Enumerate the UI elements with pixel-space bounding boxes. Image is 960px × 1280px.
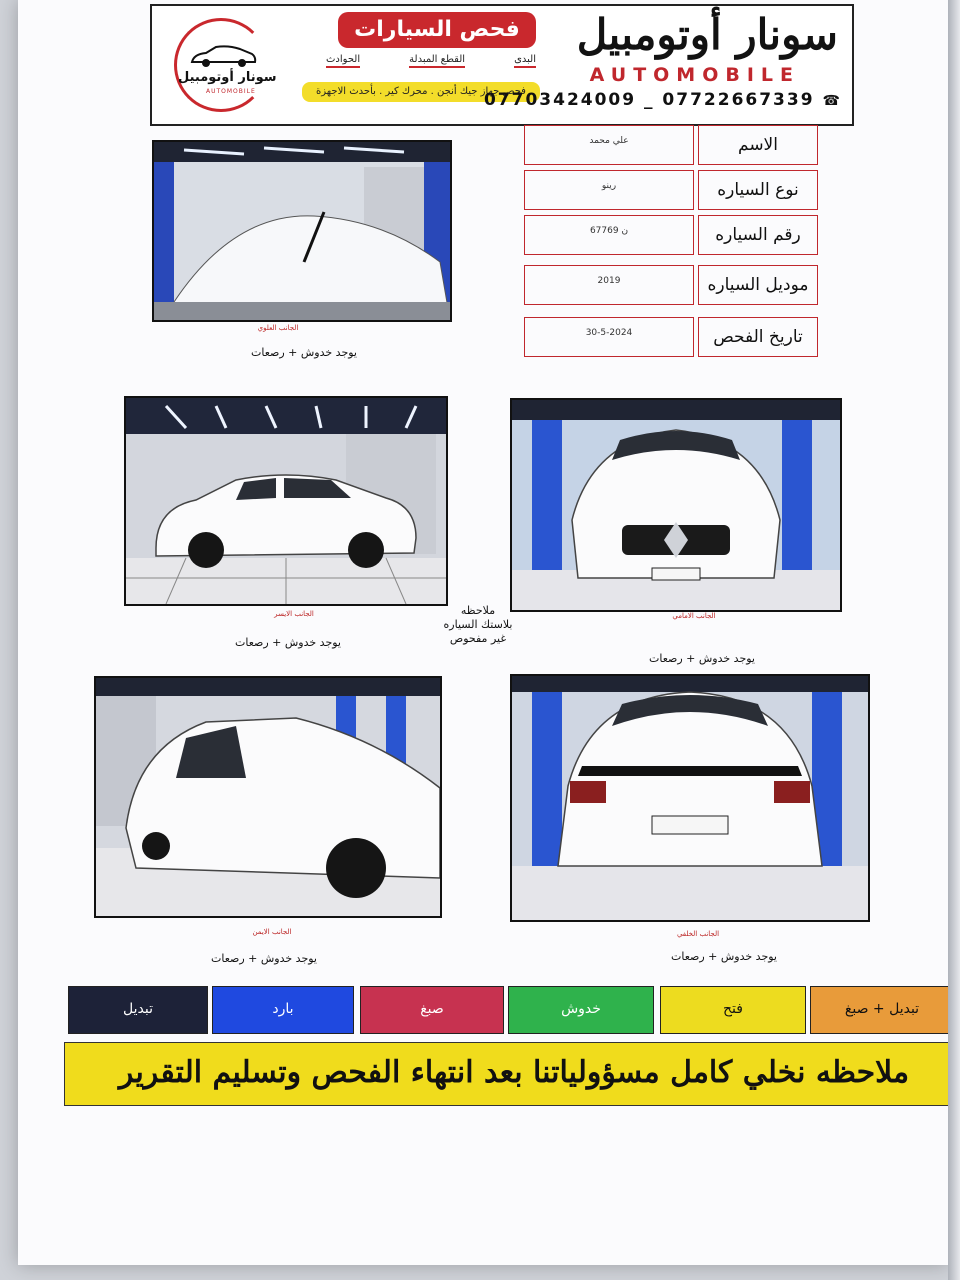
legend-swatch-cold: بارد — [212, 986, 354, 1034]
paper-edge — [948, 0, 960, 1280]
logo-text: سونار أوتومبيل — [178, 70, 277, 85]
car-logo-icon — [188, 44, 258, 68]
note-rear: يوجد خدوش + رصعات — [670, 950, 777, 963]
note-roof: يوجد خدوش + رصعات — [250, 346, 357, 359]
legend-swatch-opened: فتح — [660, 986, 806, 1034]
logo-subtext: AUTOMOBILE — [206, 88, 256, 95]
service-title: فحص السيارات — [338, 12, 536, 48]
photo-left-side — [124, 396, 448, 606]
phone-text: 07703424009 _ 07722667339 — [483, 90, 815, 110]
info-row-date — [524, 317, 818, 357]
service-item: الحوادث — [326, 54, 360, 68]
report-header — [150, 4, 854, 126]
info-value: 2019 — [524, 265, 694, 305]
caption-front: الجانب الامامي — [672, 612, 716, 620]
info-value: رينو — [524, 170, 694, 210]
caption-right-side: الجانب الايمن — [252, 928, 292, 936]
legend-swatch-scratches: خدوش — [508, 986, 654, 1034]
info-label: موديل السياره — [698, 265, 818, 305]
note-front: يوجد خدوش + رصعات — [648, 652, 755, 665]
brand-name-arabic: سونار أوتومبيل — [576, 10, 838, 59]
note-line: غير مفحوص — [449, 632, 507, 645]
info-value: علي محمد — [524, 125, 694, 165]
legend-swatch-paint: صبغ — [360, 986, 504, 1034]
company-logo — [168, 16, 278, 112]
info-label: رقم السياره — [698, 215, 818, 255]
caption-left-side: الجانب الايسر — [274, 610, 314, 618]
service-strip: فحص جهاز جيك أنجن . محرك كير . بأحدث الاجهزة — [302, 82, 540, 102]
info-value: 67769 ن — [524, 215, 694, 255]
phone-numbers — [484, 90, 842, 110]
caption-rear: الجانب الخلفي — [676, 930, 720, 938]
service-items — [326, 54, 536, 68]
phone-icon: ☎ — [822, 93, 842, 109]
legend-swatch-replace-paint: تبديل + صبغ — [810, 986, 954, 1034]
info-label: نوع السياره — [698, 170, 818, 210]
info-value: 30-5-2024 — [524, 317, 694, 357]
info-label: تاريخ الفحص — [698, 317, 818, 357]
disclaimer-banner: ملاحظه نخلي كامل مسؤولياتنا بعد انتهاء الفحص وتسليم التقرير — [64, 1042, 960, 1106]
caption-roof: الجانب العلوي — [257, 324, 299, 332]
brand-name-english: AUTOMOBILE — [589, 64, 800, 86]
report-sheet — [18, 0, 948, 1265]
photo-rear — [510, 674, 870, 922]
note-right-side: يوجد خدوش + رصعات — [210, 952, 317, 965]
legend-swatch-replace: تبديل — [68, 986, 208, 1034]
info-row-model — [524, 265, 818, 305]
info-row-car-type — [524, 170, 818, 210]
note-line: بلاستك السياره — [443, 618, 513, 631]
photo-front — [510, 398, 842, 612]
service-item: القطع المبدلة — [409, 54, 465, 68]
photo-right-side — [94, 676, 442, 918]
note-line: ملاحظه — [460, 604, 496, 617]
info-row-plate — [524, 215, 818, 255]
service-item: البدى — [514, 54, 536, 68]
photo-roof — [152, 140, 452, 322]
note-left-side: يوجد خدوش + رصعات — [234, 636, 341, 649]
info-row-name — [524, 125, 818, 165]
color-legend — [68, 986, 958, 1038]
info-label: الاسم — [698, 125, 818, 165]
